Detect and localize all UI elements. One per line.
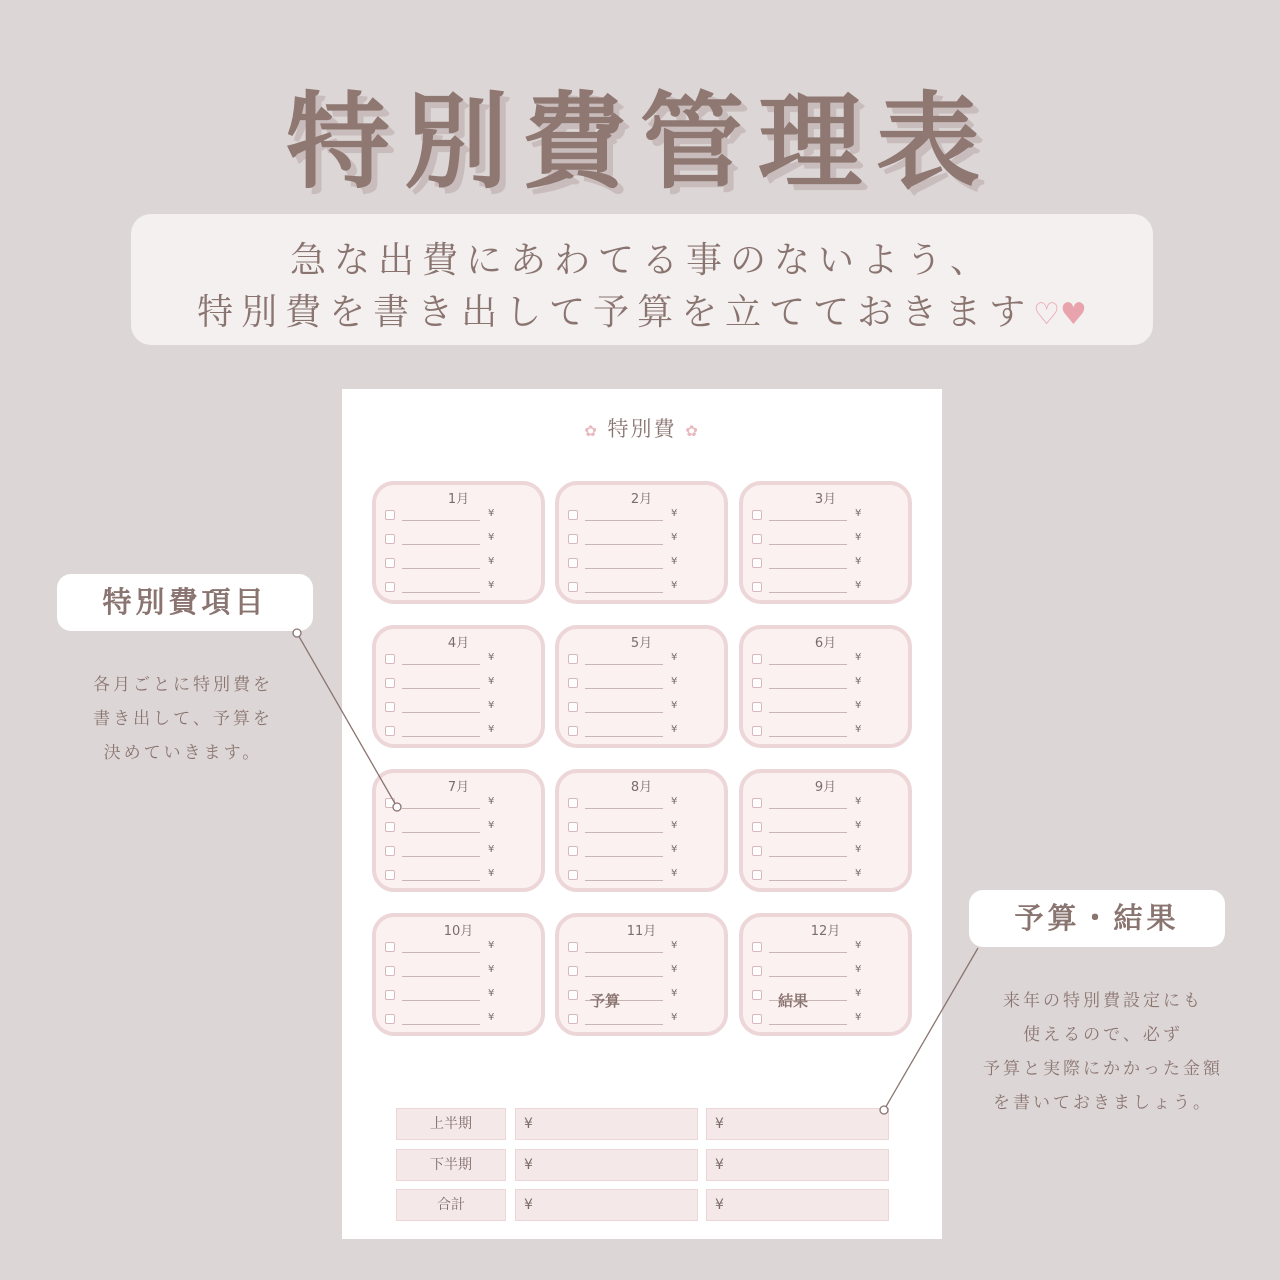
item-entry-line[interactable] — [585, 880, 663, 881]
expense-row — [752, 1012, 902, 1026]
budget-cell[interactable]: ¥ — [515, 1189, 698, 1221]
yen-mark: ¥ — [855, 508, 862, 519]
checkbox-icon[interactable] — [752, 1014, 762, 1024]
item-entry-line[interactable] — [402, 544, 480, 545]
checkbox-icon[interactable] — [385, 846, 395, 856]
checkbox-icon[interactable] — [568, 678, 578, 688]
expense-row — [752, 676, 902, 690]
month-label: 3月 — [814, 492, 837, 507]
item-entry-line[interactable] — [769, 688, 847, 689]
note-line: を書いておきましょう。 — [993, 1093, 1213, 1113]
expense-row — [752, 532, 902, 546]
checkbox-icon[interactable] — [568, 726, 578, 736]
checkbox-icon[interactable] — [752, 870, 762, 880]
checkbox-icon[interactable] — [568, 870, 578, 880]
yen-mark: ¥ — [671, 580, 678, 591]
yen-mark: ¥ — [671, 868, 678, 879]
yen-mark: ¥ — [855, 1012, 862, 1023]
checkbox-icon[interactable] — [568, 942, 578, 952]
expense-row — [385, 652, 535, 666]
expense-row — [385, 580, 535, 594]
yen-mark: ¥ — [488, 820, 495, 831]
month-card — [372, 481, 545, 604]
item-entry-line[interactable] — [402, 568, 480, 569]
yen-mark: ¥ — [671, 964, 678, 975]
checkbox-icon[interactable] — [385, 726, 395, 736]
checkbox-icon[interactable] — [752, 726, 762, 736]
yen-mark: ¥ — [488, 988, 495, 999]
yen-mark: ¥ — [855, 652, 862, 663]
yen-mark: ¥ — [488, 868, 495, 879]
item-entry-line[interactable] — [585, 952, 663, 953]
expense-row — [752, 988, 902, 1002]
checkbox-icon[interactable] — [752, 990, 762, 1000]
yen-mark: ¥ — [855, 964, 862, 975]
checkbox-icon[interactable] — [385, 582, 395, 592]
subtitle-line-2-text: 特別費を書き出して予算を立てておきます — [197, 292, 1034, 333]
item-entry-line[interactable] — [769, 1024, 847, 1025]
note-line: 各月ごとに特別費を — [93, 675, 273, 695]
expense-row — [385, 532, 535, 546]
item-entry-line[interactable] — [769, 808, 847, 809]
main-title: 特別費管理表 — [285, 80, 994, 203]
yen-mark: ¥ — [855, 556, 862, 567]
item-entry-line[interactable] — [585, 856, 663, 857]
month-label: 10月 — [443, 924, 474, 939]
item-entry-line[interactable] — [769, 592, 847, 593]
checkbox-icon[interactable] — [752, 966, 762, 976]
item-entry-line[interactable] — [769, 712, 847, 713]
expense-row — [385, 1012, 535, 1026]
flower-icon: ✿ — [584, 422, 599, 440]
yen-mark: ¥ — [855, 940, 862, 951]
checkbox-icon[interactable] — [752, 822, 762, 832]
callout-budget-result: 予算・結果 — [969, 890, 1225, 947]
note-line: 来年の特別費設定にも — [1003, 991, 1203, 1011]
yen-mark: ¥ — [671, 556, 678, 567]
item-entry-line[interactable] — [769, 856, 847, 857]
item-entry-line[interactable] — [769, 976, 847, 977]
expense-row — [752, 652, 902, 666]
expense-row — [568, 868, 718, 882]
yen-mark: ¥ — [488, 940, 495, 951]
expense-row — [568, 1012, 718, 1026]
expense-row — [568, 796, 718, 810]
expense-row — [752, 820, 902, 834]
yen-mark: ¥ — [671, 796, 678, 807]
item-entry-line[interactable] — [402, 808, 480, 809]
item-entry-line[interactable] — [402, 592, 480, 593]
yen-mark: ¥ — [671, 940, 678, 951]
expense-row — [752, 556, 902, 570]
expense-row — [385, 796, 535, 810]
item-entry-line[interactable] — [402, 1000, 480, 1001]
yen-mark: ¥ — [855, 724, 862, 735]
yen-mark: ¥ — [855, 580, 862, 591]
item-entry-line[interactable] — [769, 952, 847, 953]
month-label: 1月 — [447, 492, 470, 507]
checkbox-icon[interactable] — [568, 846, 578, 856]
item-entry-line[interactable] — [585, 568, 663, 569]
month-card — [739, 769, 912, 892]
month-card — [372, 913, 545, 1036]
yen-mark: ¥ — [671, 532, 678, 543]
yen-mark: ¥ — [671, 820, 678, 831]
month-card — [739, 913, 912, 1036]
month-label: 11月 — [626, 924, 657, 939]
note-line: 予算と実際にかかった金額 — [983, 1059, 1223, 1079]
month-card — [555, 769, 728, 892]
expense-row — [568, 652, 718, 666]
item-entry-line[interactable] — [769, 832, 847, 833]
item-entry-line[interactable] — [402, 976, 480, 977]
expense-row — [568, 700, 718, 714]
checkbox-icon[interactable] — [752, 654, 762, 664]
checkbox-icon[interactable] — [568, 798, 578, 808]
month-label: 4月 — [447, 636, 470, 651]
checkbox-icon[interactable] — [752, 558, 762, 568]
yen-mark: ¥ — [671, 1012, 678, 1023]
yen-mark: ¥ — [488, 844, 495, 855]
item-entry-line[interactable] — [769, 736, 847, 737]
expense-row — [568, 844, 718, 858]
item-entry-line[interactable] — [585, 832, 663, 833]
yen-mark: ¥ — [488, 508, 495, 519]
subtitle-line-2 — [131, 284, 1153, 335]
item-entry-line[interactable] — [585, 592, 663, 593]
expense-row — [752, 964, 902, 978]
yen-mark: ¥ — [488, 652, 495, 663]
checkbox-icon[interactable] — [385, 654, 395, 664]
checkbox-icon[interactable] — [752, 678, 762, 688]
budget-cell[interactable]: ¥ — [515, 1108, 698, 1140]
expense-row — [568, 556, 718, 570]
expense-row — [752, 796, 902, 810]
expense-row — [752, 700, 902, 714]
checkbox-icon[interactable] — [385, 990, 395, 1000]
expense-row — [385, 988, 535, 1002]
checkbox-icon[interactable] — [385, 534, 395, 544]
item-entry-line[interactable] — [402, 712, 480, 713]
expense-row — [385, 724, 535, 738]
checkbox-icon[interactable] — [752, 846, 762, 856]
month-label: 9月 — [814, 780, 837, 795]
expense-row — [385, 820, 535, 834]
yen-mark: ¥ — [488, 676, 495, 687]
yen-mark: ¥ — [855, 700, 862, 711]
expense-row — [385, 676, 535, 690]
month-card — [372, 769, 545, 892]
item-entry-line[interactable] — [769, 520, 847, 521]
month-label: 2月 — [630, 492, 653, 507]
expense-row — [385, 556, 535, 570]
expense-row — [385, 940, 535, 954]
yen-mark: ¥ — [488, 964, 495, 975]
month-label: 6月 — [814, 636, 837, 651]
flower-icon: ✿ — [685, 422, 700, 440]
yen-mark: ¥ — [671, 676, 678, 687]
yen-mark: ¥ — [488, 1012, 495, 1023]
item-entry-line[interactable] — [585, 736, 663, 737]
yen-mark: ¥ — [488, 532, 495, 543]
item-entry-line[interactable] — [585, 976, 663, 977]
result-cell[interactable]: ¥ — [706, 1108, 889, 1140]
month-label: 12月 — [810, 924, 841, 939]
yen-mark: ¥ — [671, 724, 678, 735]
checkbox-icon[interactable] — [568, 582, 578, 592]
result-cell[interactable]: ¥ — [706, 1149, 889, 1181]
checkbox-icon[interactable] — [385, 798, 395, 808]
expense-row — [568, 724, 718, 738]
checkbox-icon[interactable] — [568, 1014, 578, 1024]
yen-mark: ¥ — [855, 796, 862, 807]
month-label: 8月 — [630, 780, 653, 795]
checkbox-icon[interactable] — [568, 966, 578, 976]
expense-row — [385, 964, 535, 978]
yen-mark: ¥ — [671, 844, 678, 855]
expense-row — [752, 724, 902, 738]
yen-mark: ¥ — [488, 700, 495, 711]
yen-mark: ¥ — [488, 796, 495, 807]
item-entry-line[interactable] — [769, 664, 847, 665]
callout-special-items: 特別費項目 — [57, 574, 313, 631]
checkbox-icon[interactable] — [385, 510, 395, 520]
checkbox-icon[interactable] — [752, 798, 762, 808]
month-card — [372, 625, 545, 748]
budget-header: 予算 — [590, 992, 621, 1010]
item-entry-line[interactable] — [585, 544, 663, 545]
checkbox-icon[interactable] — [385, 942, 395, 952]
checkbox-icon[interactable] — [385, 1014, 395, 1024]
expense-row — [752, 508, 902, 522]
yen-mark: ¥ — [488, 556, 495, 567]
expense-row — [568, 676, 718, 690]
item-entry-line[interactable] — [585, 520, 663, 521]
checkbox-icon[interactable] — [752, 510, 762, 520]
month-card — [555, 481, 728, 604]
checkbox-icon[interactable] — [385, 966, 395, 976]
checkbox-icon[interactable] — [752, 942, 762, 952]
note-special-items — [40, 668, 326, 770]
sheet-title-text: 特別費 — [607, 417, 677, 441]
item-entry-line[interactable] — [769, 880, 847, 881]
yen-mark: ¥ — [855, 532, 862, 543]
yen-mark: ¥ — [488, 580, 495, 591]
item-entry-line[interactable] — [769, 544, 847, 545]
expense-row — [385, 700, 535, 714]
note-line: 使えるので、必ず — [1023, 1025, 1183, 1045]
subtitle-line-1: 急な出費にあわてる事のないよう、 — [289, 240, 994, 281]
yen-mark: ¥ — [855, 676, 862, 687]
expense-row — [752, 940, 902, 954]
expense-row — [568, 820, 718, 834]
checkbox-icon[interactable] — [385, 678, 395, 688]
summary-row-label: 合計 — [396, 1189, 506, 1221]
month-card — [739, 481, 912, 604]
checkbox-icon[interactable] — [752, 702, 762, 712]
expense-row — [568, 940, 718, 954]
subtitle-box — [131, 214, 1153, 345]
yen-mark: ¥ — [671, 508, 678, 519]
checkbox-icon[interactable] — [568, 510, 578, 520]
expense-row — [568, 532, 718, 546]
checkbox-icon[interactable] — [752, 534, 762, 544]
month-card — [555, 913, 728, 1036]
expense-row — [752, 844, 902, 858]
item-entry-line[interactable] — [585, 664, 663, 665]
item-entry-line[interactable] — [585, 712, 663, 713]
item-entry-line[interactable] — [402, 688, 480, 689]
item-entry-line[interactable] — [769, 568, 847, 569]
expense-row — [385, 508, 535, 522]
item-entry-line[interactable] — [402, 856, 480, 857]
hearts-icon: ♡♥ — [1033, 297, 1087, 332]
yen-mark: ¥ — [488, 724, 495, 735]
checkbox-icon[interactable] — [568, 558, 578, 568]
yen-mark: ¥ — [855, 988, 862, 999]
result-header: 結果 — [778, 992, 809, 1010]
summary-row-label: 上半期 — [396, 1108, 506, 1140]
expense-row — [385, 844, 535, 858]
month-card — [555, 625, 728, 748]
yen-mark: ¥ — [671, 988, 678, 999]
note-budget-result — [948, 984, 1258, 1120]
month-label: 7月 — [447, 780, 470, 795]
item-entry-line[interactable] — [402, 880, 480, 881]
item-entry-line[interactable] — [402, 952, 480, 953]
item-entry-line[interactable] — [402, 736, 480, 737]
expense-row — [385, 868, 535, 882]
summary-row-label: 下半期 — [396, 1149, 506, 1181]
checkbox-icon[interactable] — [385, 822, 395, 832]
checkbox-icon[interactable] — [568, 702, 578, 712]
yen-mark: ¥ — [855, 844, 862, 855]
note-line: 決めていきます。 — [103, 743, 263, 763]
checkbox-icon[interactable] — [752, 582, 762, 592]
checkbox-icon[interactable] — [568, 654, 578, 664]
item-entry-line[interactable] — [402, 520, 480, 521]
yen-mark: ¥ — [855, 868, 862, 879]
item-entry-line[interactable] — [402, 1024, 480, 1025]
checkbox-icon[interactable] — [385, 702, 395, 712]
checkbox-icon[interactable] — [568, 534, 578, 544]
item-entry-line[interactable] — [585, 808, 663, 809]
checkbox-icon[interactable] — [568, 990, 578, 1000]
expense-row — [752, 868, 902, 882]
item-entry-line[interactable] — [402, 832, 480, 833]
expense-row — [568, 580, 718, 594]
checkbox-icon[interactable] — [385, 870, 395, 880]
yen-mark: ¥ — [855, 820, 862, 831]
item-entry-line[interactable] — [585, 688, 663, 689]
yen-mark: ¥ — [671, 652, 678, 663]
checkbox-icon[interactable] — [385, 558, 395, 568]
note-line: 書き出して、予算を — [93, 709, 273, 729]
sheet-title — [342, 413, 942, 443]
expense-row — [568, 964, 718, 978]
month-card — [739, 625, 912, 748]
checkbox-icon[interactable] — [568, 822, 578, 832]
expense-row — [568, 508, 718, 522]
month-label: 5月 — [630, 636, 653, 651]
item-entry-line[interactable] — [585, 1024, 663, 1025]
expense-row — [752, 580, 902, 594]
budget-cell[interactable]: ¥ — [515, 1149, 698, 1181]
item-entry-line[interactable] — [402, 664, 480, 665]
yen-mark: ¥ — [671, 700, 678, 711]
result-cell[interactable]: ¥ — [706, 1189, 889, 1221]
